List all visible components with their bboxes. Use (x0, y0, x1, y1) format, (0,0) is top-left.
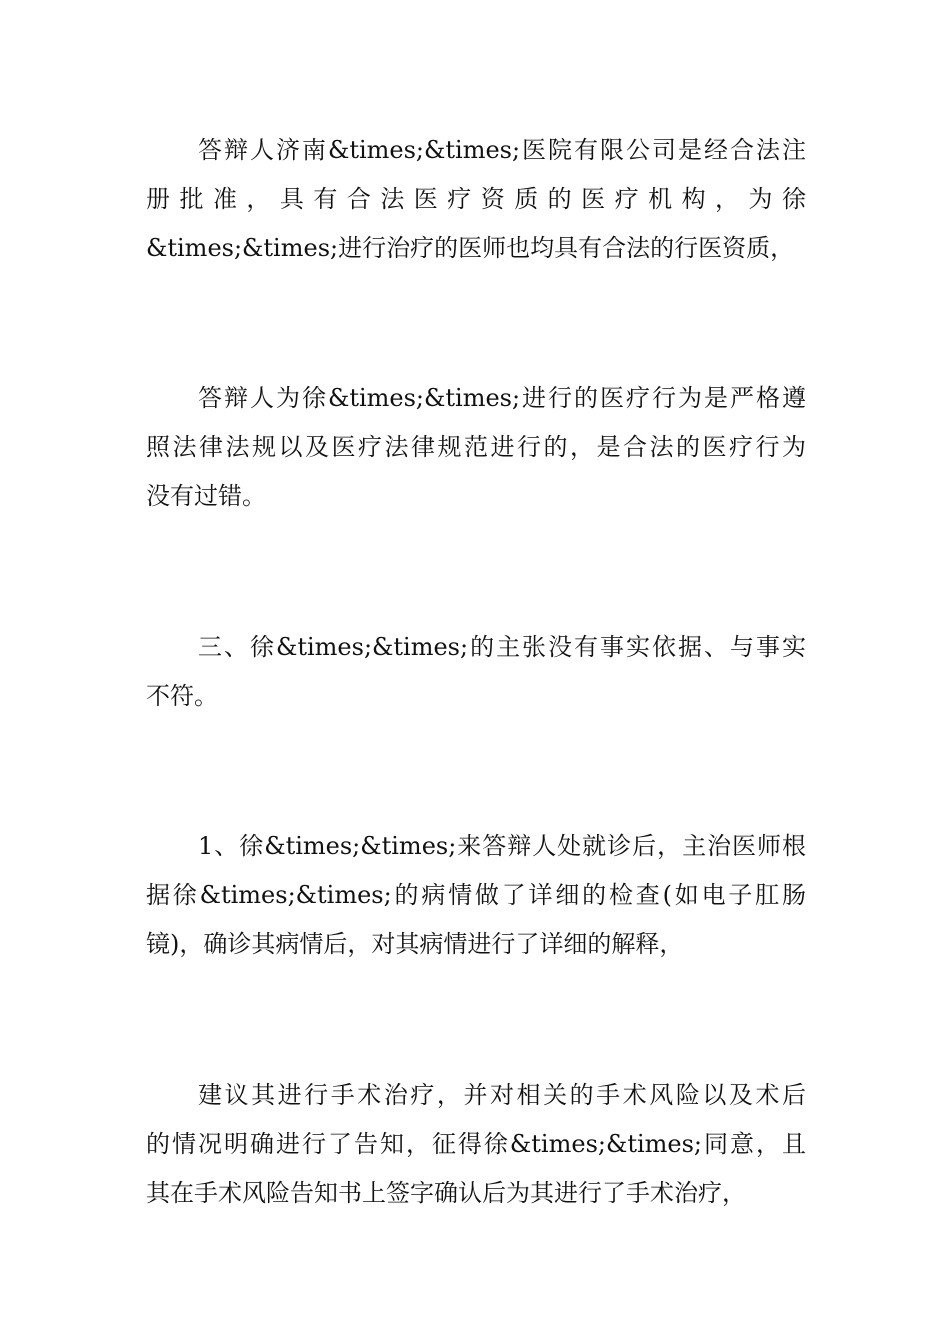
paragraph-line: &times;&times;进行治疗的医师也均具有合法的行医资质， (146, 234, 795, 262)
paragraph-line: 三、徐&times;&times;的主张没有事实依据、与事实 (198, 633, 806, 661)
paragraph-line: 的情况明确进行了告知，征得徐&times;&times;同意，且 (146, 1130, 806, 1158)
paragraph-diagnosis (146, 822, 806, 969)
paragraph-line: 不符。 (146, 682, 218, 710)
paragraph-line: 册批准，具有合法医疗资质的医疗机构，为徐 (146, 185, 806, 213)
paragraph-medical-conduct (146, 374, 806, 521)
paragraph-line: 其在手术风险告知书上签字确认后为其进行了手术治疗， (146, 1179, 746, 1207)
paragraph-line: 答辩人济南&times;&times;医院有限公司是经合法注 (198, 136, 806, 164)
paragraph-surgery-consent (146, 1071, 806, 1218)
paragraph-hospital-qualification (146, 126, 806, 273)
paragraph-line: 照法律法规以及医疗法律规范进行的，是合法的医疗行为 (146, 433, 806, 461)
paragraph-line: 没有过错。 (146, 482, 266, 510)
paragraph-line: 据徐&times;&times;的病情做了详细的检查(如电子肛肠 (146, 881, 806, 909)
paragraph-line: 答辩人为徐&times;&times;进行的医疗行为是严格遵 (198, 384, 806, 412)
paragraph-section-three-heading (146, 623, 806, 721)
paragraph-line: 建议其进行手术治疗，并对相关的手术风险以及术后 (198, 1081, 806, 1109)
paragraph-line: 镜)，确诊其病情后，对其病情进行了详细的解释， (146, 930, 684, 958)
paragraph-line: 1、徐&times;&times;来答辩人处就诊后，主治医师根 (198, 832, 806, 860)
